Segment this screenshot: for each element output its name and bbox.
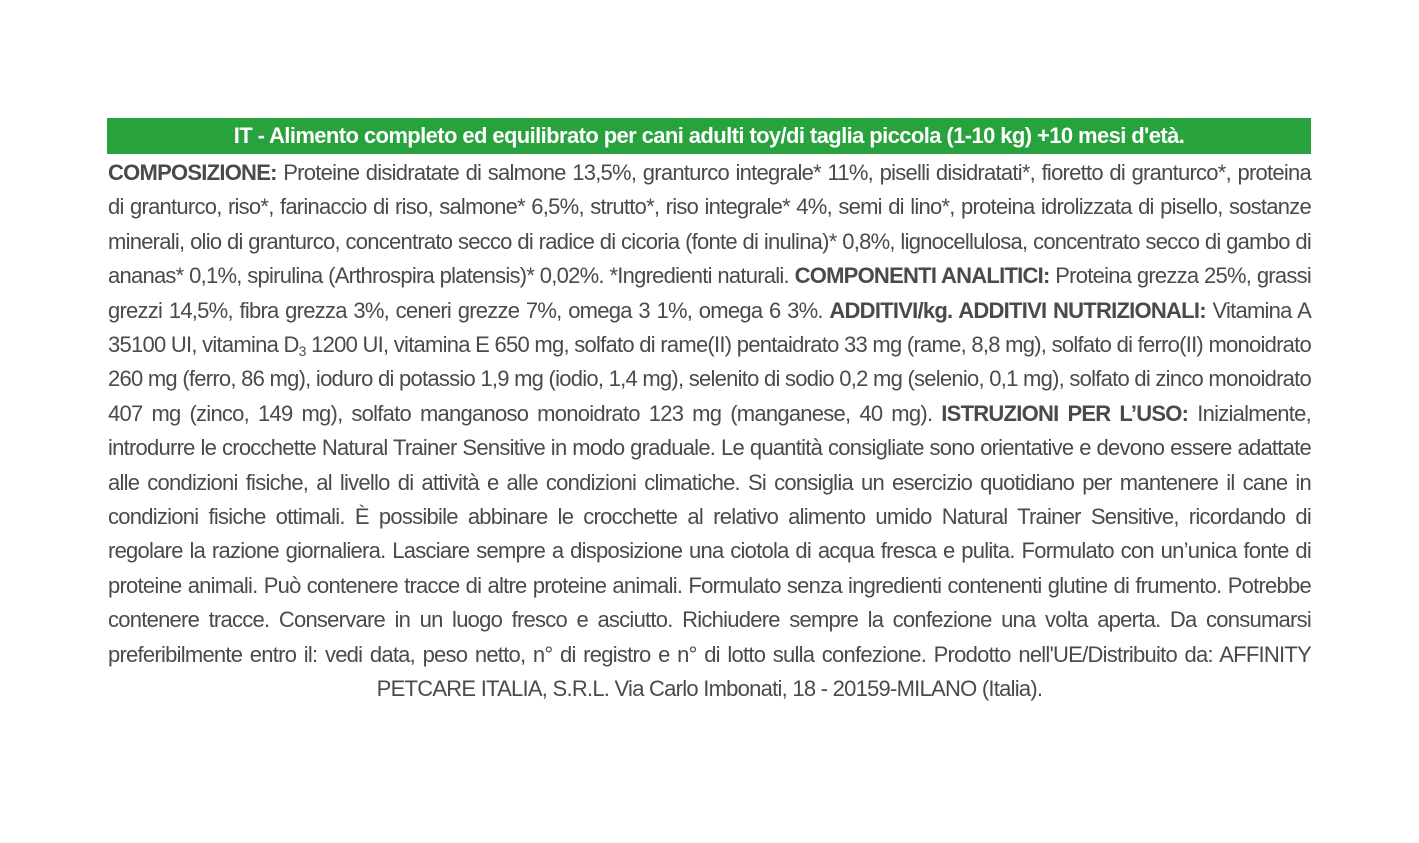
composition-text: Proteine disidratate di salmone 13,5%, granturco integrale* 11%, piselli disidratati*, fioretto di granturco*, proteina di granturco, riso*, farinaccio di riso, salmone* 6,5%, strutto*, riso integrale* 4%, semi di lino*, proteina idrolizzata di pisello, sostanze minerali, olio di granturco, concentrato secco di radice di cicoria (fonte di inulina)* 0,8%, lignocellulosa, concentrato secco di gambo di ananas* 0,1%, spirulina (Arthrospira platensis)* 0,02%. *Ingredienti naturali. (108, 160, 1311, 289)
instructions-heading: ISTRUZIONI PER L’USO: (941, 400, 1189, 426)
additives-text-part2: 1200 UI, vitamina E 650 mg, solfato di rame(II) pentaidrato 33 mg (rame, 8,8 mg), solfato di ferro(II) monoidrato 260 mg (ferro, 86 mg), ioduro di potassio 1,9 mg (iodio, 1,4 mg), selenito di sodio 0,2 mg (selenio, 0,1 mg), solfato di zinco monoidrato 407 mg (zinco, 149 mg), solfato manganoso monoidrato 123 mg (manganese, 40 mg). (108, 332, 1312, 426)
analytical-text: Proteina grezza 25%, grassi grezzi 14,5%, fibra grezza 3%, ceneri grezze 7%, omega 3 1%, omega 6 3%. (108, 263, 1312, 323)
instructions-text: Inizialmente, introdurre le crocchette Natural Trainer Sensitive in modo graduale. Le quantità consigliate sono orientative e devono essere adattate alle condizioni fisiche, al livello di attività e alle condizioni climatiche. Si consiglia un esercizio quotidiano per mantenere il cane in condizioni fisiche ottimali. È possibile abbinare le crocchette al relativo alimento umido Natural Trainer Sensitive, ricordando di regolare la razione giornaliera. Lasciare sempre a disposizione una ciotola di acqua fresca e pulita. Formulato con un’unica fonte di proteine animali. Può contenere tracce di altre proteine animali. Formulato senza ingredienti contenenti glutine di frumento. Potrebbe contenere tracce. Conservare in un luogo fresco e asciutto. Richiudere sempre la confezione una volta aperta. Da consumarsi preferibilmente entro il: vedi data, peso netto, n° di registro e n° di lotto sulla confezione. Prodotto nell'UE/Distribuito da: AFFINITY PETCARE ITALIA, S.R.L. Via Carlo Imbonati, 18 - 20159-MILANO (Italia). (108, 400, 1311, 702)
vitamin-d-subscript: 3 (298, 343, 306, 360)
analytical-heading: COMPONENTI ANALITICI: (794, 263, 1050, 289)
composition-heading: COMPOSIZIONE: (108, 160, 277, 185)
label-title: IT - Alimento completo ed equilibrato per cani adulti toy/di taglia piccola (1-10 kg) +10 mesi d'età. (233, 123, 1185, 148)
additives-heading: ADDITIVI/kg. ADDITIVI NUTRIZIONALI: (829, 297, 1206, 323)
label-body-text (108, 156, 1311, 707)
additives-text-part1: Vitamina A 35100 UI, vitamina D (108, 297, 1311, 358)
label-title-bar (107, 118, 1311, 154)
